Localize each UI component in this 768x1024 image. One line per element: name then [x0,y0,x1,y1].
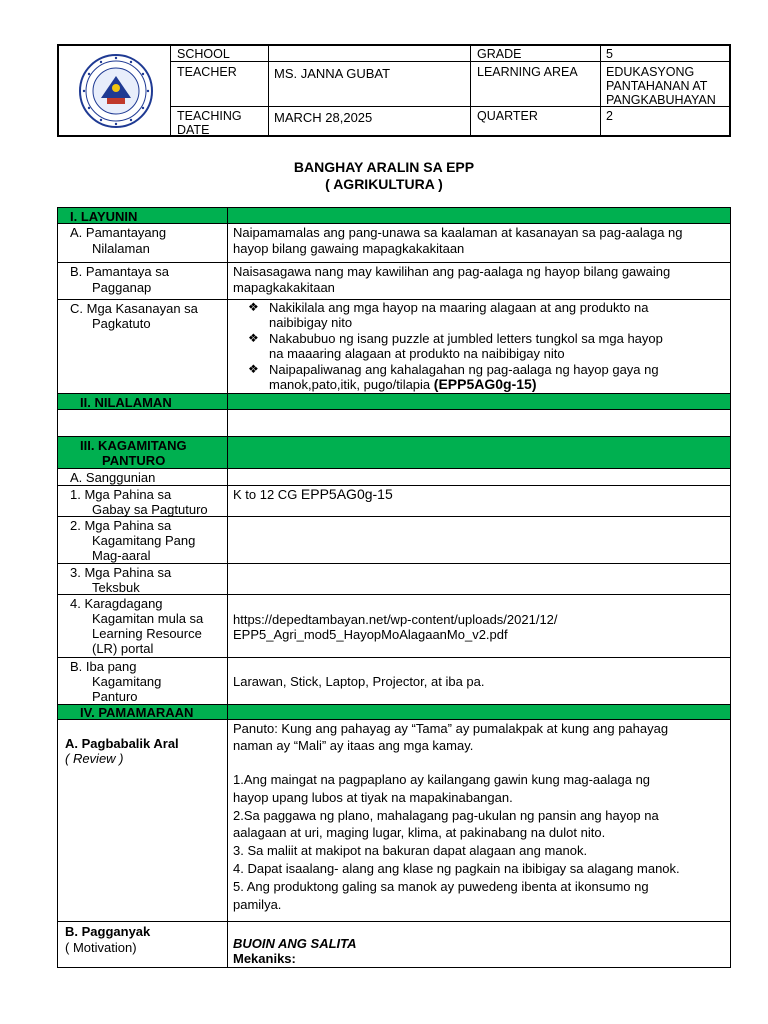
pang-mag-aaral-label-1: 2. Mga Pahina sa [70,518,172,533]
review-sublabel: ( Review ) [65,751,124,766]
document-subtitle: ( AGRIKULTURA ) [325,176,443,192]
review-item-2-line-1: 2.Sa paggawa ng plano, mahalagang pag-ukulan ng pansin ang hayop na [233,808,659,823]
lr-portal-label-1: 4. Karagdagang [70,596,163,611]
lr-portal-link-2[interactable]: EPP5_Agri_mod5_HayopMoAlagaanMo_v2.pdf [233,627,508,642]
pamantayang-nilalaman-label-1: A. Pamantayang [70,225,167,240]
diamond-bullet-icon: ❖ [248,300,259,314]
kasanayan-item-1-line-2: naibibigay nito [269,315,353,330]
review-item-4: 4. Dapat isaalang- alang ang klase ng pagkain na ibibigay sa alagang manok. [233,861,680,876]
review-item-1-line-2: hayop upang lubos at tiyak na mapakinabangan. [233,790,513,805]
lr-portal-label-2: Kagamitan mula sa [92,611,204,626]
kasanayan-label-1: C. Mga Kasanayan sa [70,301,198,316]
iba-pang-label-1: B. Iba pang [70,659,137,674]
quarter-label: QUARTER [477,109,538,123]
review-item-3: 3. Sa maliit at makipot na bakuran dapat alagaan ang manok. [233,843,588,858]
buoin-ang-salita-title: BUOIN ANG SALITA [233,936,357,951]
teacher-value: MS. JANNA GUBAT [274,66,391,81]
pamantayan-pagganap-text-1: Naisasagawa nang may kawilihan ang pag-aalaga ng hayop bilang gawaing [233,264,671,279]
teaching-date-label-1: TEACHING [177,109,242,123]
pamantayan-pagganap-text-2: mapagkakakitaan [233,280,335,295]
panuto-line-2: naman ay “Mali” ay itaas ang mga kamay. [233,738,474,753]
pagganyak-label: B. Pagganyak [65,924,151,939]
teacher-label: TEACHER [177,65,237,79]
grade-label: GRADE [477,47,522,61]
gabay-label-2: Gabay sa Pagtuturo [92,502,208,517]
learning-area-value-2: PANTAHANAN AT [606,79,708,93]
lr-portal-link-1[interactable]: https://depedtambayan.net/wp-content/uploads/2021/12/ [233,612,558,627]
diamond-bullet-icon: ❖ [248,362,259,376]
header-table [57,44,731,137]
pamantayan-pagganap-label-1: B. Pamantaya sa [70,264,169,279]
pamantayang-nilalaman-text-1: Naipamamalas ang pang-unawa sa kaalaman at kasanayan sa pag-aalaga ng [233,225,683,240]
kasanayan-item-1-line-1: Nakikilala ang mga hayop na maaring alagaan at ang produkto na [269,300,649,315]
kasanayan-item-3-line-2: manok,pato,itik, pugo/tilapia (EPP5AG0g-15) [269,376,537,392]
teksbuk-label-1: 3. Mga Pahina sa [70,565,172,580]
layunin-heading: I. LAYUNIN [70,209,138,224]
teaching-date-value: MARCH 28,2025 [274,110,373,125]
learning-area-value-3: PANGKABUHAYAN [606,93,716,107]
document-title: BANGHAY ARALIN SA EPP [293,159,475,175]
review-item-2-line-2: aalagaan at uri, maging lugar, klima, at pakinabang na dulot nito. [233,825,606,840]
nilalaman-heading: II. NILALAMAN [80,395,172,410]
grade-value: 5 [606,47,613,61]
pang-mag-aaral-label-2: Kagamitang Pang [92,533,196,548]
lr-portal-label-3: Learning Resource [92,626,202,641]
review-item-1-line-1: 1.Ang maingat na pagpaplano ay kailangang gawin kung mag-aalaga ng [233,772,651,787]
deped-seal-logo [79,54,153,128]
panuto-line-1: Panuto: Kung ang pahayag ay “Tama” ay pumalakpak at kung ang pahayag [233,721,669,736]
mekaniks-label: Mekaniks: [233,951,296,966]
lr-portal-label-4: (LR) portal [92,641,154,656]
pamantayang-nilalaman-label-2: Nilalaman [92,241,150,256]
iba-pang-label-3: Panturo [92,689,138,704]
lesson-plan-table [57,207,731,968]
pamamaraan-heading: IV. PAMAMARAAN [80,705,194,720]
pamantayang-nilalaman-text-2: hayop bilang gawaing mapagkakakitaan [233,241,465,256]
pang-mag-aaral-label-3: Mag-aaral [92,548,151,563]
learning-area-value-1: EDUKASYONG [606,65,695,79]
iba-pang-value: Larawan, Stick, Laptop, Projector, at iba pa. [233,674,485,689]
teksbuk-label-2: Teksbuk [92,580,140,595]
kagamitan-heading-1: III. KAGAMITANG [80,438,187,453]
kasanayan-item-2-line-2: na maaaring alagaan at produkto na naibibigay nito [269,346,565,361]
iba-pang-label-2: Kagamitang [92,674,162,689]
layunin-band [58,208,730,223]
teaching-date-label-2: DATE [177,123,210,137]
kagamitan-heading-2: PANTURO [102,453,166,468]
school-label: SCHOOL [177,47,230,61]
motivation-sublabel: ( Motivation) [65,940,137,955]
diamond-bullet-icon: ❖ [248,331,259,345]
review-item-5-line-1: 5. Ang produktong galing sa manok ay puwedeng ibenta at ikonsumo ng [233,879,649,894]
learning-area-label: LEARNING AREA [477,65,578,79]
quarter-value: 2 [606,109,613,123]
kasanayan-label-2: Pagkatuto [92,316,151,331]
sanggunian-label: A. Sanggunian [70,470,156,485]
kasanayan-item-3-line-1: Naipapaliwanag ang kahalagahan ng pag-aalaga ng hayop gaya ng [269,362,659,377]
gabay-value: K to 12 CG EPP5AG0g-15 [233,486,393,502]
review-item-5-line-2: pamilya. [233,897,282,912]
gabay-label-1: 1. Mga Pahina sa [70,487,172,502]
kasanayan-item-2-line-1: Nakabubuo ng isang puzzle at jumbled letters tungkol sa mga hayop [269,331,663,346]
pamantayan-pagganap-label-2: Pagganap [92,280,152,295]
logo-cell [59,46,171,135]
competency-code: (EPP5AG0g-15) [433,376,537,392]
pagbabalik-aral-label: A. Pagbabalik Aral [65,736,179,751]
